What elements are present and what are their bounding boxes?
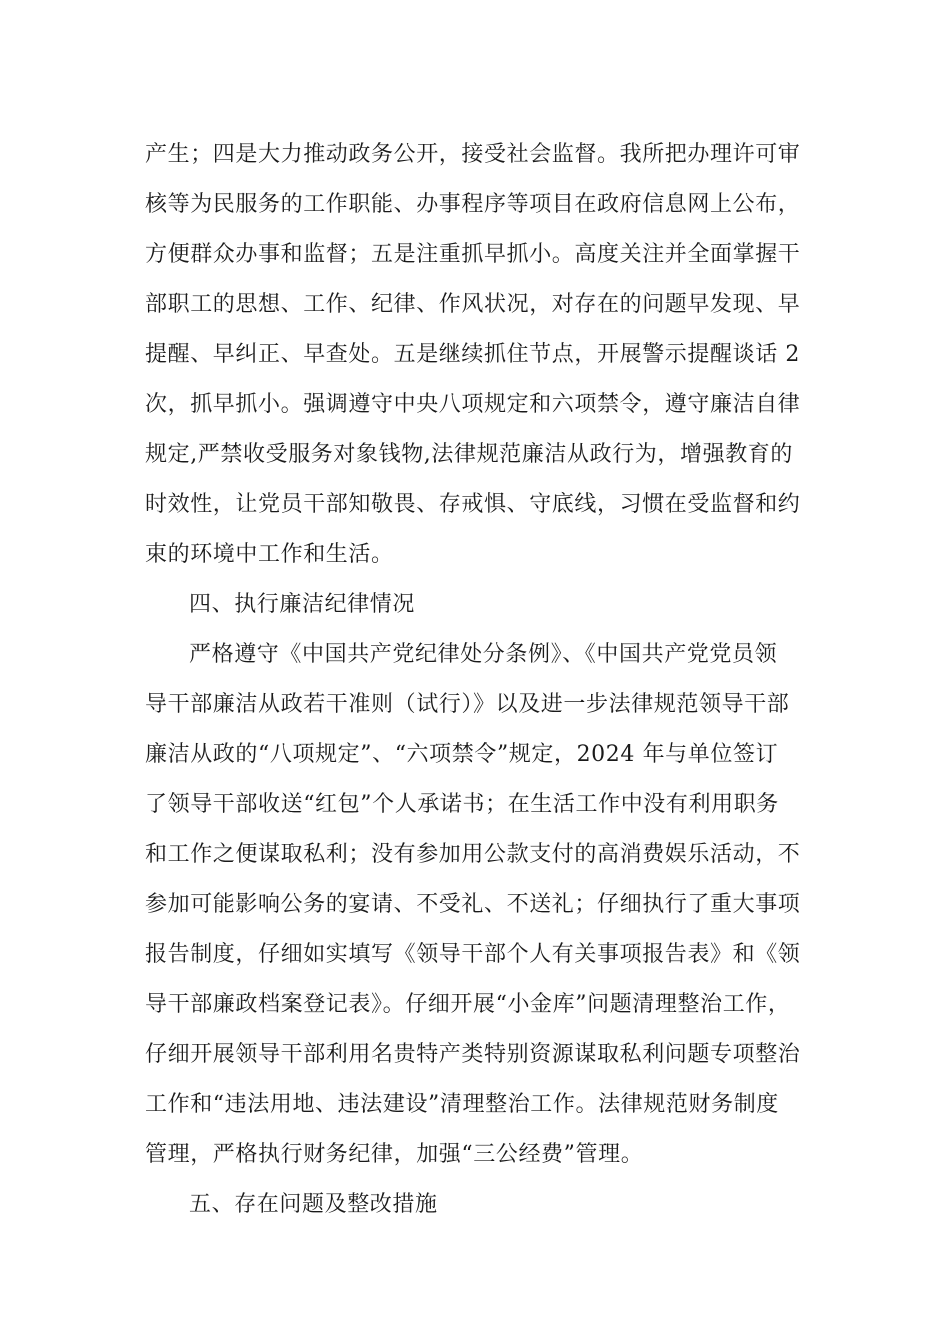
text-line: 和工作之便谋取私利；没有参加用公款支付的高消费娱乐活动，不: [145, 842, 801, 867]
text-line: 核等为民服务的工作职能、办事程序等项目在政府信息网上公布，: [145, 192, 801, 217]
text-line: 方便群众办事和监督；五是注重抓早抓小。高度关注并全面掌握干: [145, 242, 801, 267]
text-line: 时效性，让党员干部知敬畏、存戒惧、守底线，习惯在受监督和约: [145, 492, 801, 517]
text-line: 仔细开展领导干部利用名贵特产类特别资源谋取私利问题专项整治: [145, 1042, 801, 1067]
text-line: 次，抓早抓小。强调遵守中央八项规定和六项禁令，遵守廉洁自律: [145, 392, 801, 417]
document-body: [145, 130, 810, 1230]
text-line: 严格遵守《中国共产党纪律处分条例》、《中国共产党党员领: [189, 642, 778, 667]
text-line: 部职工的思想、工作、纪律、作风状况，对存在的问题早发现、早: [145, 292, 801, 317]
text-line: 管理，严格执行财务纪律，加强“三公经费”管理。: [145, 1142, 644, 1167]
text-line: 束的环境中工作和生活。: [145, 542, 394, 567]
text-line: 工作和“违法用地、违法建设”清理整治工作。法律规范财务制度: [145, 1092, 779, 1117]
text-line: 廉洁从政的“八项规定”、“六项禁令”规定，2024 年与单位签订: [145, 742, 779, 767]
text-line: 产生；四是大力推动政务公开，接受社会监督。我所把办理许可审: [145, 142, 801, 167]
text-line: 导干部廉政档案登记表》。仔细开展“小金库”问题清理整治工作，: [145, 992, 791, 1017]
text-line: 导干部廉洁从政若干准则（试行）》以及进一步法律规范领导干部: [145, 692, 790, 717]
text-line: 了领导干部收送“红包”个人承诺书；在生活工作中没有利用职务: [145, 792, 779, 817]
section-heading: 五、存在问题及整改措施: [189, 1192, 438, 1217]
text-line: 规定,严禁收受服务对象钱物,法律规范廉洁从政行为，增强教育的: [145, 442, 793, 467]
section-heading: 四、执行廉洁纪律情况: [189, 592, 416, 617]
text-line: 报告制度，仔细如实填写《领导干部个人有关事项报告表》和《领: [145, 942, 801, 967]
text-line: 参加可能影响公务的宴请、不受礼、不送礼；仔细执行了重大事项: [145, 892, 801, 917]
text-line: 提醒、早纠正、早查处。五是继续抓住节点，开展警示提醒谈话 2: [145, 342, 800, 367]
